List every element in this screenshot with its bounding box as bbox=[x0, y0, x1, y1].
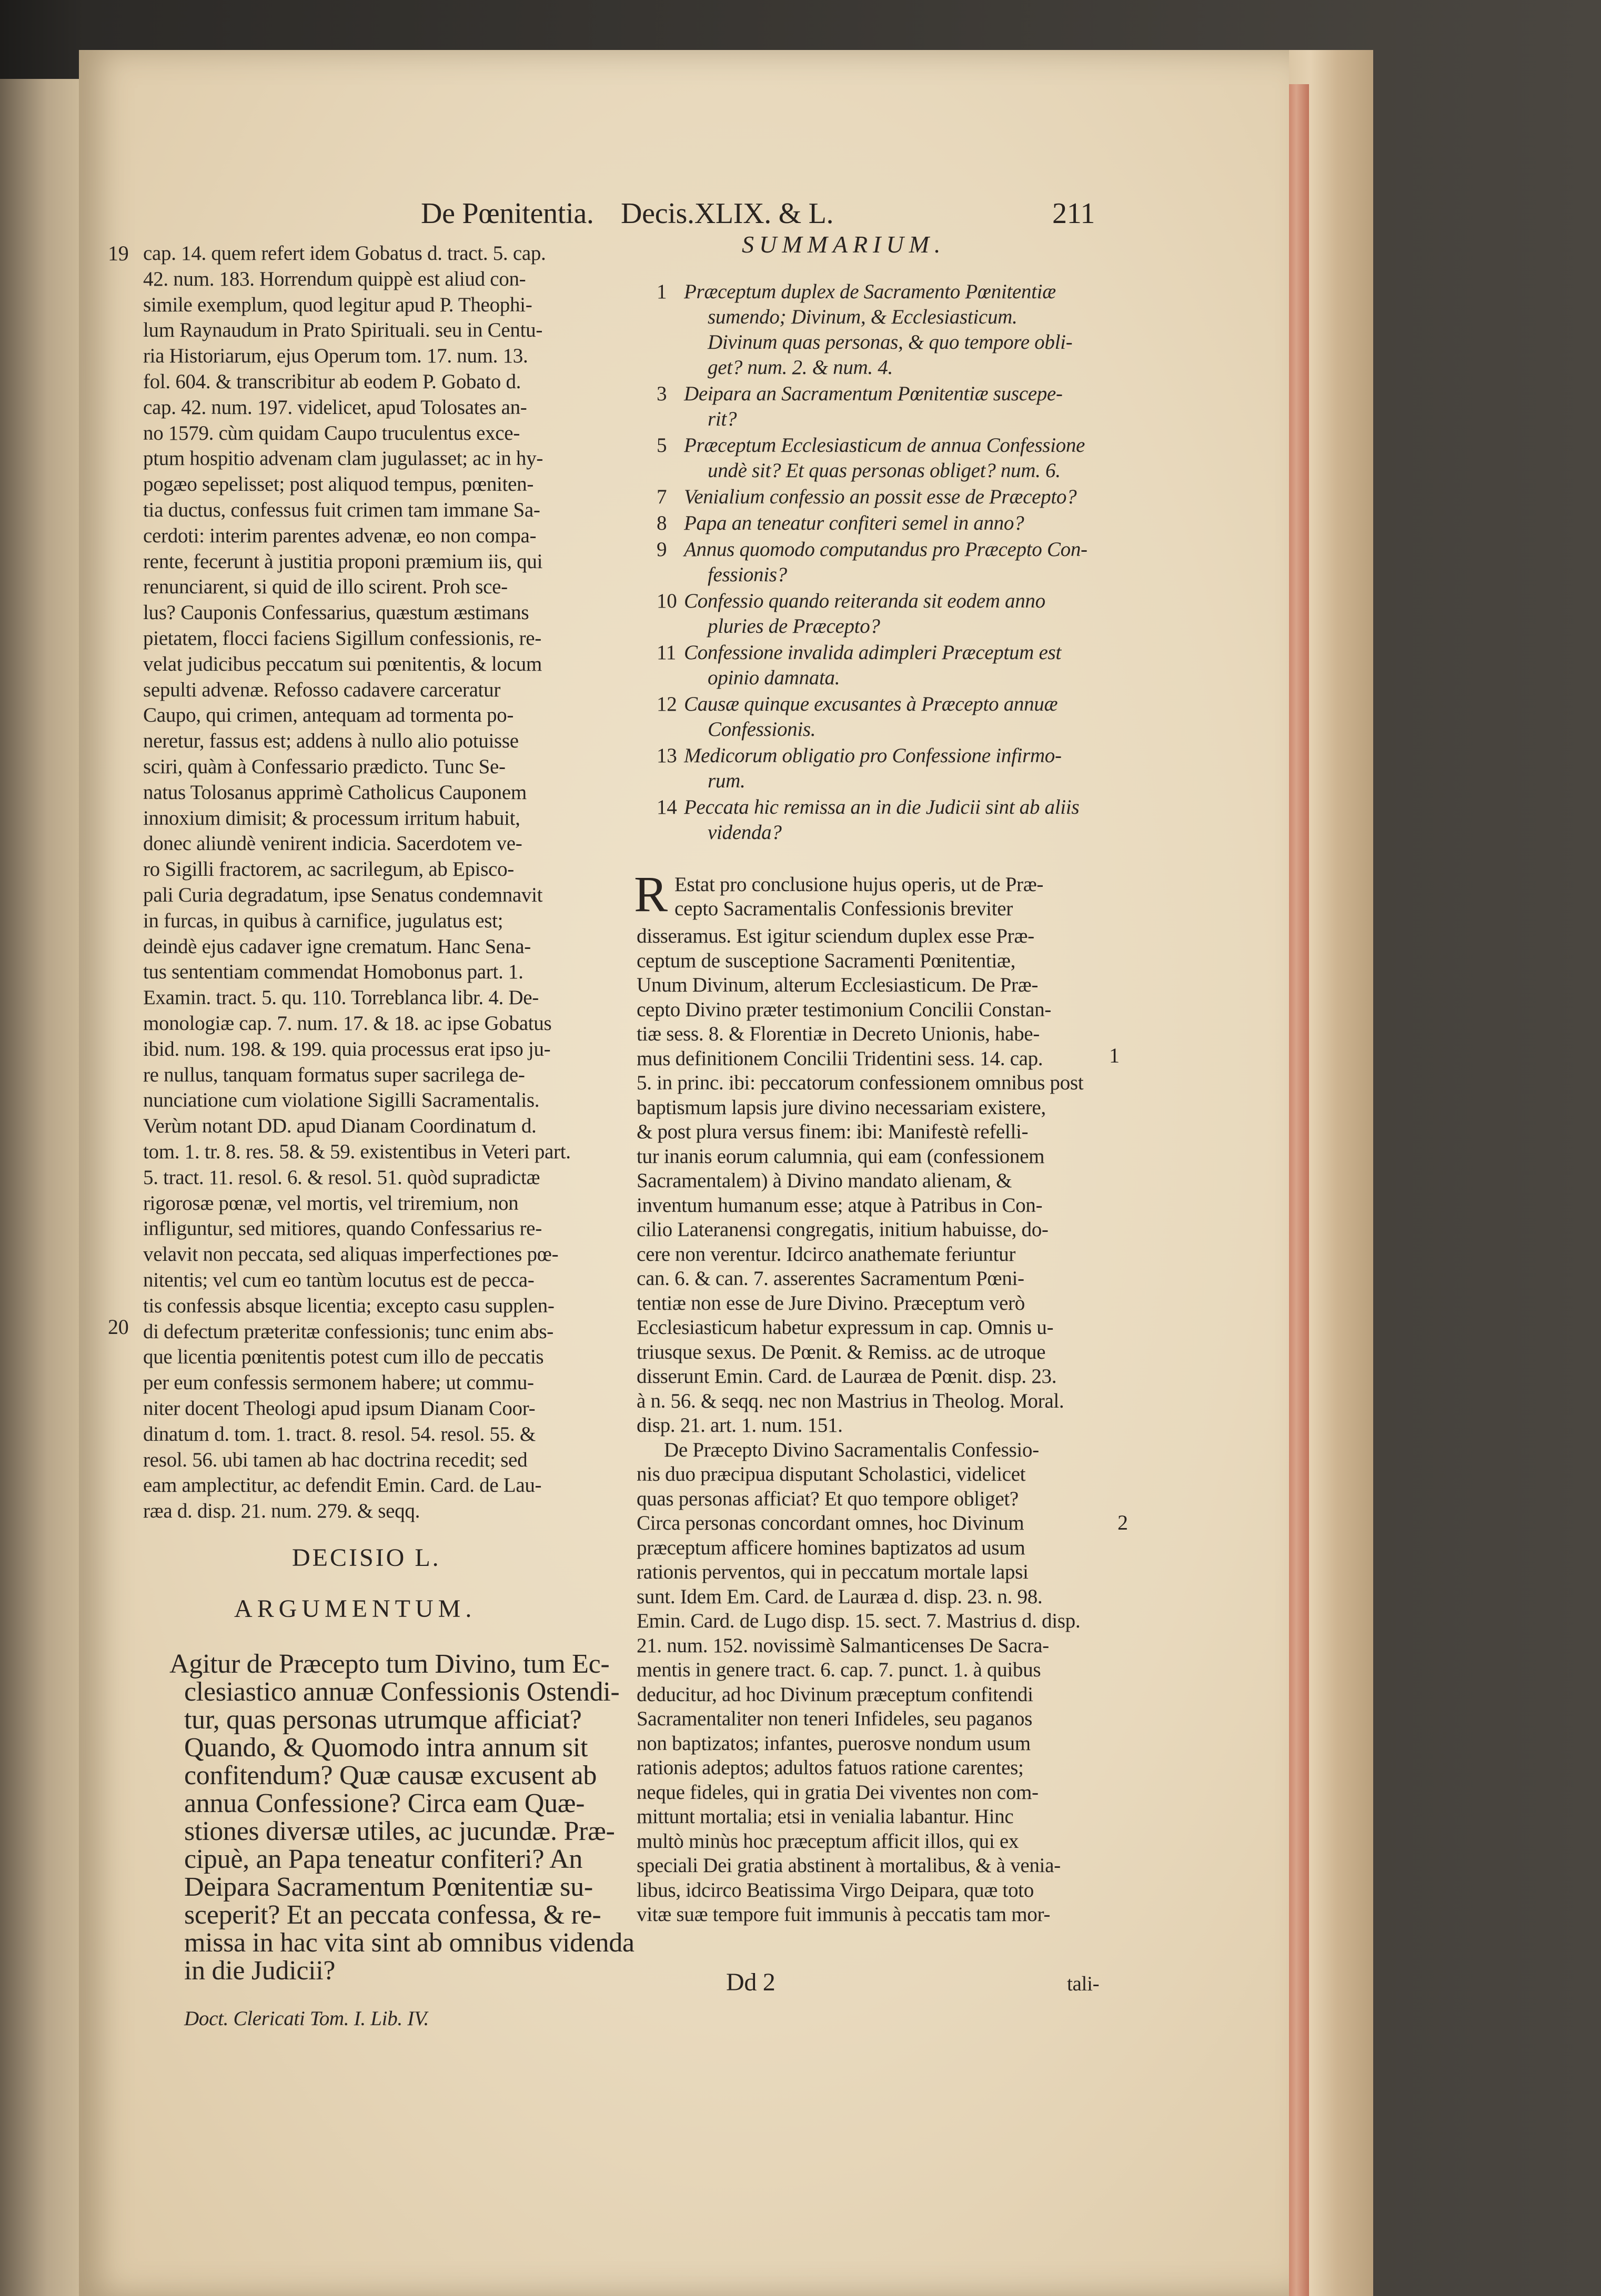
body-text-line: ria Historiarum, ejus Operum tom. 17. num. 13. bbox=[143, 345, 528, 368]
body-text-line: Verùm notant DD. apud Dianam Coordinatum d. bbox=[143, 1115, 537, 1138]
body-text-line: cerdoti: interim parentes advenæ, eo non compa- bbox=[143, 524, 537, 547]
summarium-number: 13 bbox=[657, 744, 677, 767]
summarium-line: videnda? bbox=[708, 821, 782, 844]
body-text-line: fol. 604. & transcribitur ab eodem P. Gobato d. bbox=[143, 370, 521, 393]
summarium-line: rit? bbox=[708, 408, 737, 430]
body-text-line: ibid. num. 198. & 199. quia processus erat ipso ju- bbox=[143, 1037, 551, 1060]
body-text-line: infliguntur, sed mitiores, quando Confessarius re- bbox=[143, 1217, 542, 1240]
body-text-line: tia ductus, confessus fuit crimen tam immane Sa- bbox=[143, 499, 540, 521]
body-text-line: disseramus. Est igitur sciendum duplex esse Præ- bbox=[637, 925, 1034, 947]
body-text-line: que licentia pœnitentis potest cum illo de peccatis bbox=[143, 1346, 544, 1369]
page-number: 211 bbox=[1052, 197, 1095, 230]
body-text-line: nunciatione cum violatione Sigilli Sacramentalis. bbox=[143, 1089, 540, 1112]
body-text-line: ro Sigilli fractorem, ac sacrilegum, ab Episco- bbox=[143, 858, 514, 881]
argument-line: tur, quas personas utrumque afficiat? bbox=[184, 1705, 582, 1735]
body-text-line: mentis in genere tract. 6. cap. 7. punct. 1. à quibus bbox=[637, 1658, 1041, 1681]
summarium-number: 1 bbox=[657, 280, 667, 303]
body-text-line: cap. 42. num. 197. videlicet, apud Tolosates an- bbox=[143, 396, 527, 419]
body-text-line: sepulti advenæ. Refosso cadavere carceratur bbox=[143, 678, 501, 701]
summarium-number: 3 bbox=[657, 382, 667, 405]
summarium-number: 10 bbox=[657, 590, 677, 612]
drop-cap: R bbox=[634, 866, 668, 922]
summarium-line: Confessione invalida adimpleri Præceptum est bbox=[684, 641, 1061, 664]
body-text-line: Unum Divinum, alterum Ecclesiasticum. De Præ- bbox=[637, 974, 1039, 996]
summarium-line: fessionis? bbox=[708, 563, 787, 586]
body-text-line: mus definitionem Concilii Tridentini sess. 14. cap. bbox=[637, 1047, 1043, 1070]
body-text-line: donec aliundè venirent indicia. Sacerdotem ve- bbox=[143, 832, 522, 855]
body-text-line: no 1579. cùm quidam Caupo truculentus exce- bbox=[143, 421, 520, 444]
argument-line: Agitur de Præcepto tum Divino, tum Ec- bbox=[169, 1649, 610, 1679]
body-text-line: pogæo sepelisset; post aliquod tempus, pœniten- bbox=[143, 473, 534, 496]
summarium-line: opinio damnata. bbox=[708, 666, 840, 689]
body-text-line: niter docent Theologi apud ipsum Dianam Coor- bbox=[143, 1397, 536, 1420]
body-text-line: disp. 21. art. 1. num. 151. bbox=[637, 1414, 843, 1437]
catchword: tali- bbox=[1067, 1973, 1100, 1995]
body-text-line: tis confessis absque licentia; excepto casu supplen- bbox=[143, 1294, 555, 1317]
body-text-line: natus Tolosanus apprimè Catholicus Cauponem bbox=[143, 781, 527, 804]
body-text-line: Circa personas concordant omnes, hoc Divinum bbox=[637, 1512, 1024, 1534]
summarium-line: Confessionis. bbox=[708, 718, 816, 741]
body-text-line: can. 6. & can. 7. asserentes Sacramentum Pœni- bbox=[637, 1267, 1024, 1290]
summarium-line: Divinum quas personas, & quo tempore obli- bbox=[708, 331, 1073, 353]
summarium-line: Præceptum duplex de Sacramento Pœnitentiæ bbox=[684, 280, 1056, 303]
body-text-line: libus, idcirco Beatissima Virgo Deipara, quæ toto bbox=[637, 1878, 1034, 1901]
body-text-line: innoxium dimisit; & processum irritum habuit, bbox=[143, 806, 520, 830]
body-text-line: cere non verentur. Idcirco anathemate feriuntur bbox=[637, 1242, 1016, 1266]
body-text-line: ceptum de susceptione Sacramenti Pœnitentiæ, bbox=[637, 949, 1016, 972]
body-text-line: re nullus, tanquam formatus super sacrilega de- bbox=[143, 1063, 525, 1086]
argument-line: cipuè, an Papa teneatur confiteri? An bbox=[184, 1844, 583, 1874]
summarium-line: get? num. 2. & num. 4. bbox=[708, 356, 893, 379]
body-text-line: baptismum lapsis jure divino necessariam existere, bbox=[637, 1096, 1046, 1119]
body-text-line: tiæ sess. 8. & Florentiæ in Decreto Unionis, habe- bbox=[637, 1023, 1040, 1045]
body-text-line: multò minùs hoc præceptum afficit illos, qui ex bbox=[637, 1829, 1019, 1853]
body-text-line: 42. num. 183. Horrendum quippè est aliud con- bbox=[143, 267, 526, 290]
argument-line: stiones diversæ utiles, ac jucundæ. Præ- bbox=[184, 1816, 615, 1846]
body-text-line: mittunt mortalia; etsi in venialia labantur. Hinc bbox=[637, 1805, 1014, 1828]
body-text-line: Examin. tract. 5. qu. 110. Torreblanca libr. 4. De- bbox=[143, 986, 539, 1009]
body-text-line: 21. num. 152. novissimè Salmanticenses De Sacra- bbox=[637, 1634, 1049, 1657]
body-text-line: Caupo, qui crimen, antequam ad tormenta po- bbox=[143, 704, 514, 727]
body-text-line: rigorosæ pœnæ, vel mortis, vel triremium, non bbox=[143, 1191, 519, 1215]
argument-line: clesiastico annuæ Confessionis Ostendi- bbox=[184, 1677, 620, 1707]
body-text-line: pali Curia degradatum, ipse Senatus condemnavit bbox=[143, 884, 543, 906]
body-text-line: rationis adeptos; adultos fatuos ratione carentes; bbox=[637, 1756, 1024, 1779]
body-text-line: nis duo præcipua disputant Scholastici, videlicet bbox=[637, 1463, 1026, 1485]
argument-line: confitendum? Quæ causæ excusent ab bbox=[184, 1761, 597, 1791]
running-header-center: Decis.XLIX. & L. bbox=[621, 197, 834, 230]
summarium-number: 5 bbox=[657, 434, 667, 457]
body-text-line: Ecclesiasticum habetur expressum in cap. Omnis u- bbox=[637, 1316, 1054, 1339]
body-text-line: cap. 14. quem refert idem Gobatus d. tract. 5. cap. bbox=[143, 242, 546, 265]
body-text-line: ræa d. disp. 21. num. 279. & seqq. bbox=[143, 1500, 420, 1523]
body-text-line: renunciarent, si quid de illo scirent. Proh sce- bbox=[143, 575, 508, 599]
body-text-line: rente, fecerunt à justitia proponi præmium iis, qui bbox=[143, 550, 543, 573]
body-text-line: velat judicibus peccatum sui pœnitentis, & locum bbox=[143, 652, 542, 675]
body-text-line: quas personas afficiat? Et quo tempore obliget? bbox=[637, 1487, 1019, 1510]
body-text-line: eam amplectitur, ac defendit Emin. Card. de Lau- bbox=[143, 1474, 542, 1497]
body-text-line: dinatum d. tom. 1. tract. 8. resol. 54. resol. 55. & bbox=[143, 1422, 536, 1445]
summarium-line: Medicorum obligatio pro Confessione infirmo- bbox=[684, 744, 1062, 767]
signature-mark: Dd 2 bbox=[726, 1968, 776, 1996]
argument-line: sceperit? Et an peccata confessa, & re- bbox=[184, 1900, 601, 1930]
summarium-line: undè sit? Et quas personas obliget? num. 6. bbox=[708, 459, 1061, 482]
body-text-line: nitentis; vel cum eo tantùm locutus est de pecca- bbox=[143, 1269, 535, 1291]
body-text-line: in furcas, in quibus à carnifice, jugulatus est; bbox=[143, 909, 504, 932]
body-text-line: inventum humanum esse; atque à Patribus in Con- bbox=[637, 1193, 1043, 1217]
summarium-line: Præceptum Ecclesiasticum de annua Confessione bbox=[684, 434, 1085, 457]
body-text-line: 5. in princ. ibi: peccatorum confessionem omnibus post bbox=[637, 1071, 1084, 1094]
body-text-line: & post plura versus finem: ibi: Manifestè refelli- bbox=[637, 1120, 1029, 1143]
body-text-line: velavit non peccata, sed aliquas imperfectiones pœ- bbox=[143, 1243, 559, 1266]
argument-line: Quando, & Quomodo intra annum sit bbox=[184, 1733, 588, 1763]
summarium-line: Causæ quinque excusantes à Præcepto annuæ bbox=[684, 693, 1058, 715]
argument-line: in die Judicii? bbox=[184, 1956, 336, 1986]
body-text-line: cepto Divino præter testimonium Concilii Constan- bbox=[637, 998, 1051, 1021]
body-text-line: 5. tract. 11. resol. 6. & resol. 51. quòd supradictæ bbox=[143, 1166, 540, 1189]
body-text-line: disserunt Emin. Card. de Lauræa de Pœnit. disp. 23. bbox=[637, 1365, 1057, 1388]
argument-line: annua Confessione? Circa eam Quæ- bbox=[184, 1788, 585, 1818]
body-text-line: per eum confessis sermonem habere; ut commu- bbox=[143, 1371, 534, 1394]
summarium-line: Venialium confessio an possit esse de Præcepto? bbox=[684, 486, 1077, 508]
body-text-line: tentiæ non esse de Jure Divino. Præceptum verò bbox=[637, 1291, 1025, 1314]
summarium-number: 14 bbox=[657, 796, 677, 818]
summarium-line: rum. bbox=[708, 770, 746, 792]
body-text-line: De Præcepto Divino Sacramentalis Confessio- bbox=[664, 1438, 1039, 1461]
summarium-line: Deipara an Sacramentum Pœnitentiæ suscepe- bbox=[684, 382, 1063, 405]
body-text-line: triusque sexus. De Pœnit. & Remiss. ac de utroque bbox=[637, 1340, 1046, 1363]
summarium-line: Peccata hic remissa an in die Judicii sint ab aliis bbox=[684, 796, 1080, 818]
body-text-line: rationis perventos, qui in peccatum mortale lapsi bbox=[637, 1561, 1029, 1583]
argument-line: Deipara Sacramentum Pœnitentiæ su- bbox=[184, 1872, 593, 1902]
body-text-line: tom. 1. tr. 8. res. 58. & 59. existentibus in Veteri part. bbox=[143, 1140, 571, 1163]
margin-number: 19 bbox=[108, 241, 129, 265]
body-text-line: pietatem, flocci faciens Sigillum confessionis, re- bbox=[143, 627, 541, 650]
body-text-line: à n. 56. & seqq. nec non Mastrius in Theolog. Moral. bbox=[637, 1389, 1064, 1412]
body-text-line: monologiæ cap. 7. num. 17. & 18. ac ipse Gobatus bbox=[143, 1012, 552, 1035]
argument-line: missa in hac vita sint ab omnibus videnda bbox=[184, 1928, 635, 1958]
drop-cap-line: cepto Sacramentalis Confessionis breviter bbox=[674, 897, 1013, 920]
summarium-line: Confessio quando reiteranda sit eodem anno bbox=[684, 590, 1045, 612]
body-text-line: Sacramentaliter non teneri Infideles, seu paganos bbox=[637, 1707, 1033, 1730]
margin-number: 20 bbox=[108, 1315, 129, 1339]
body-text-line: di defectum præteritæ confessionis; tunc enim abs- bbox=[143, 1320, 553, 1343]
body-text-line: tur inanis eorum calumnia, qui eam (confessionem bbox=[637, 1145, 1045, 1168]
summarium-number: 9 bbox=[657, 538, 667, 561]
volume-footer: Doct. Clericati Tom. I. Lib. IV. bbox=[184, 2007, 429, 2030]
body-text-line: Emin. Card. de Lugo disp. 15. sect. 7. Mastrius d. disp. bbox=[637, 1610, 1081, 1632]
body-text-line: speciali Dei gratia abstinent à mortalibus, & à venia- bbox=[637, 1854, 1061, 1877]
summarium-line: sumendo; Divinum, & Ecclesiasticum. bbox=[708, 306, 1018, 328]
body-text-line: simile exemplum, quod legitur apud P. Theophi- bbox=[143, 293, 532, 316]
facing-page-edge bbox=[0, 79, 79, 2296]
summarium-number: 12 bbox=[657, 693, 677, 715]
body-text-line: lus? Cauponis Confessarius, quæstum æstimans bbox=[143, 601, 529, 624]
body-text-line: tus sententiam commendat Homobonus part. 1. bbox=[143, 960, 523, 984]
running-header-left: De Pœnitentia. bbox=[421, 197, 594, 230]
body-text-line: ptum hospitio advenam clam jugulasset; ac in hy- bbox=[143, 447, 543, 470]
right-margin-mark: 2 bbox=[1117, 1511, 1128, 1534]
summarium-number: 11 bbox=[657, 641, 676, 664]
argumentum-heading: ARGUMENTUM. bbox=[234, 1595, 477, 1623]
body-text-line: lum Raynaudum in Prato Spirituali. seu in Centu- bbox=[143, 319, 543, 342]
body-text-line: neretur, fassus est; addens à nullo alio potuisse bbox=[143, 730, 519, 753]
summarium-number: 8 bbox=[657, 512, 667, 534]
red-edge-stain bbox=[1288, 84, 1309, 2296]
body-text-line: neque fideles, qui in gratia Dei viventes non com- bbox=[637, 1781, 1039, 1804]
summarium-number: 7 bbox=[657, 486, 667, 508]
drop-cap-line: Estat pro conclusione hujus operis, ut de Præ- bbox=[674, 873, 1044, 896]
body-text-line: resol. 56. ubi tamen ab hac doctrina recedit; sed bbox=[143, 1448, 528, 1471]
body-text-line: vitæ suæ tempore fuit immunis à peccatis tam mor- bbox=[637, 1903, 1051, 1926]
body-text-line: non baptizatos; infantes, puerosve nondum usum bbox=[637, 1732, 1031, 1755]
body-text-line: præceptum afficere homines baptizatos ad usum bbox=[637, 1536, 1025, 1559]
summarium-line: pluries de Præcepto? bbox=[708, 615, 880, 638]
summarium-line: Annus quomodo computandus pro Præcepto Con- bbox=[684, 538, 1088, 561]
body-text-line: sunt. Idem Em. Card. de Lauræa d. disp. 23. n. 98. bbox=[637, 1585, 1043, 1608]
decisio-heading: DECISIO L. bbox=[292, 1544, 441, 1572]
body-text-line: deindè ejus cadaver igne crematum. Hanc Sena- bbox=[143, 935, 531, 958]
body-text-line: sciri, quàm à Confessario prædicto. Tunc Se- bbox=[143, 755, 506, 778]
summarium-line: Papa an teneatur confiteri semel in anno? bbox=[684, 512, 1024, 534]
body-text-line: Sacramentalem) à Divino mandato alienam, & bbox=[637, 1169, 1012, 1192]
summarium-title: SUMMARIUM. bbox=[742, 231, 946, 258]
body-text-line: cilio Lateranensi congregatis, initium habuisse, do- bbox=[637, 1218, 1049, 1241]
right-margin-mark: 1 bbox=[1109, 1044, 1120, 1067]
body-text-line: deducitur, ad hoc Divinum præceptum confitendi bbox=[637, 1683, 1033, 1706]
